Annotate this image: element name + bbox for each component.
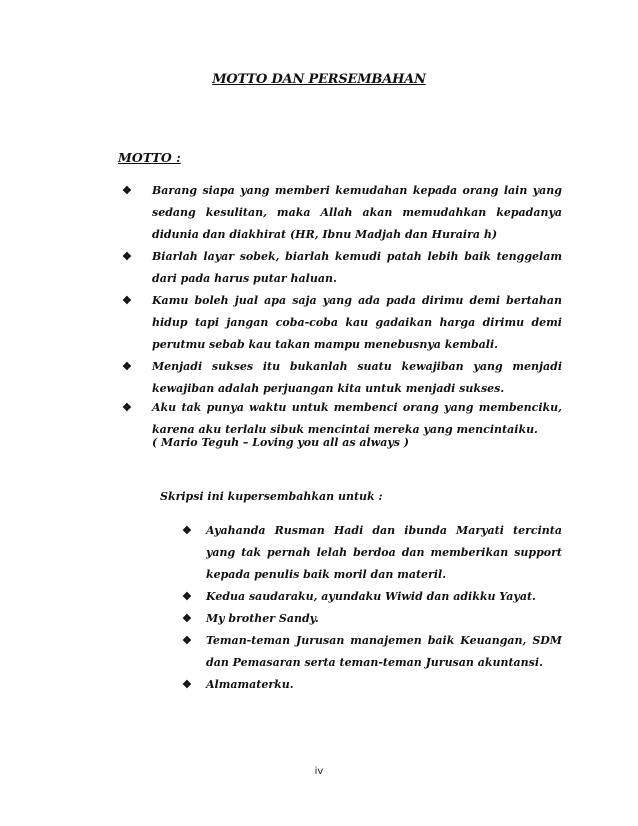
dedication-item [182,520,562,586]
page-number: iv [314,766,324,777]
diamond-bullet-icon: ❖ [122,401,132,414]
dedication-item [182,674,562,696]
dedication-item-text: Almamaterku. [206,678,294,691]
motto-item [122,290,562,356]
diamond-bullet-icon: ❖ [122,250,132,263]
dedication-item-text: Ayahanda Rusman Hadi dan ibunda Maryati tercinta yang tak pernah lelah berdoa dan memberikan support kepada penulis baik moril dan materil. [206,524,562,581]
dedication-item-text: Teman-teman Jurusan manajemen baik Keuangan, SDM dan Pemasaran serta teman-teman Jurusan akuntansi. [206,634,562,669]
motto-heading: MOTTO : [118,150,181,165]
page-title: MOTTO DAN PERSEMBAHAN [212,72,426,87]
motto-item-text: Biarlah layar sobek, biarlah kemudi patah lebih baik tenggelam dari pada harus putar haluan. [152,250,562,285]
diamond-bullet-icon: ❖ [122,184,132,197]
dedication-item [182,630,562,674]
motto-item [122,397,562,441]
quote-attribution: ( Mario Teguh – Loving you all as always ) [152,436,409,449]
diamond-bullet-icon: ❖ [122,294,132,307]
motto-item-text: Kamu boleh jual apa saja yang ada pada dirimu demi bertahan hidup tapi jangan coba-coba kau gadaikan harga dirimu demi perutmu sebab kau takan mampu menebusnya kembali. [152,294,562,351]
dedication-heading: Skripsi ini kupersembahkan untuk : [160,490,383,503]
dedication-item-text: Kedua saudaraku, ayundaku Wiwid dan adikku Yayat. [206,590,536,603]
diamond-bullet-icon: ❖ [182,590,192,603]
diamond-bullet-icon: ❖ [122,360,132,373]
motto-item [122,246,562,290]
dedication-item-text: My brother Sandy. [206,612,319,625]
diamond-bullet-icon: ❖ [182,612,192,625]
motto-item [122,356,562,400]
motto-item-text: Aku tak punya waktu untuk membenci orang yang membenciku, karena aku terlalu sibuk mencintai mereka yang mencintaiku. [152,401,562,436]
motto-item-text: Menjadi sukses itu bukanlah suatu kewajiban yang menjadi kewajiban adalah perjuangan kita untuk menjadi sukses. [152,360,562,395]
motto-item [122,180,562,246]
diamond-bullet-icon: ❖ [182,678,192,691]
motto-item-text: Barang siapa yang memberi kemudahan kepada orang lain yang sedang kesulitan, maka Allah akan memudahkan kepadanya didunia dan diakhirat (HR, Ibnu Madjah dan Huraira h) [152,184,562,241]
diamond-bullet-icon: ❖ [182,524,192,537]
dedication-item [182,586,562,608]
dedication-item [182,608,562,630]
diamond-bullet-icon: ❖ [182,634,192,647]
